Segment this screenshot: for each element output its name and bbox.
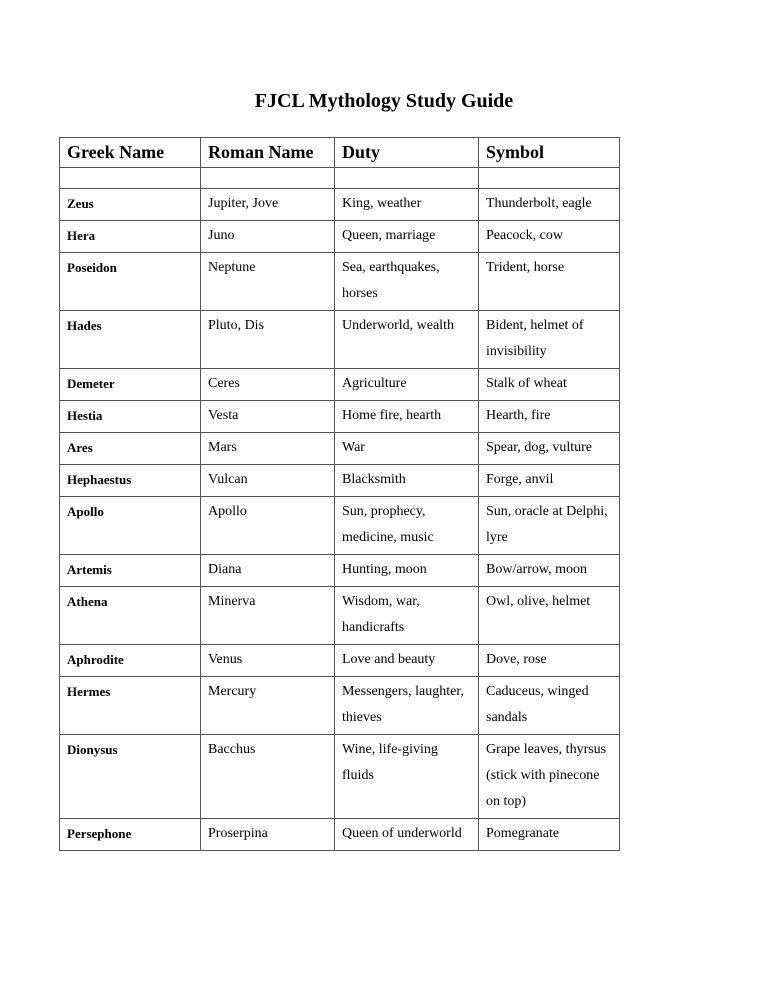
cell-duty: Wine, life-giving fluids [335, 735, 479, 819]
cell-roman: Juno [201, 221, 335, 253]
cell-greek: Apollo [60, 497, 201, 555]
cell-roman: Vulcan [201, 465, 335, 497]
cell-symbol: Trident, horse [479, 253, 620, 311]
cell-greek: Hades [60, 311, 201, 369]
table-row [60, 819, 620, 851]
table-row [60, 221, 620, 253]
empty-cell [479, 168, 620, 189]
cell-symbol: Owl, olive, helmet [479, 587, 620, 645]
cell-duty: King, weather [335, 189, 479, 221]
cell-duty: Underworld, wealth [335, 311, 479, 369]
header-roman-name: Roman Name [201, 138, 335, 168]
empty-cell [60, 168, 201, 189]
cell-symbol: Sun, oracle at Delphi, lyre [479, 497, 620, 555]
cell-greek: Hestia [60, 401, 201, 433]
cell-symbol: Caduceus, winged sandals [479, 677, 620, 735]
table-row [60, 189, 620, 221]
table-row [60, 253, 620, 311]
empty-cell [335, 168, 479, 189]
cell-duty: Wisdom, war, handicrafts [335, 587, 479, 645]
cell-duty: Hunting, moon [335, 555, 479, 587]
empty-row [60, 168, 620, 189]
cell-roman: Diana [201, 555, 335, 587]
table-row [60, 735, 620, 819]
cell-symbol: Hearth, fire [479, 401, 620, 433]
cell-roman: Proserpina [201, 819, 335, 851]
cell-symbol: Stalk of wheat [479, 369, 620, 401]
cell-symbol: Thunderbolt, eagle [479, 189, 620, 221]
cell-symbol: Bident, helmet of invisibility [479, 311, 620, 369]
cell-roman: Venus [201, 645, 335, 677]
cell-duty: Love and beauty [335, 645, 479, 677]
cell-duty: Queen, marriage [335, 221, 479, 253]
header-duty: Duty [335, 138, 479, 168]
table-body [60, 168, 620, 851]
empty-cell [201, 168, 335, 189]
cell-greek: Aphrodite [60, 645, 201, 677]
cell-symbol: Dove, rose [479, 645, 620, 677]
table-row [60, 555, 620, 587]
header-row [60, 138, 620, 168]
cell-symbol: Peacock, cow [479, 221, 620, 253]
cell-symbol: Bow/arrow, moon [479, 555, 620, 587]
cell-greek: Poseidon [60, 253, 201, 311]
cell-greek: Hera [60, 221, 201, 253]
cell-greek: Artemis [60, 555, 201, 587]
cell-duty: Sun, prophecy, medicine, music [335, 497, 479, 555]
cell-roman: Mars [201, 433, 335, 465]
cell-roman: Neptune [201, 253, 335, 311]
cell-duty: Blacksmith [335, 465, 479, 497]
cell-roman: Minerva [201, 587, 335, 645]
cell-roman: Ceres [201, 369, 335, 401]
cell-symbol: Spear, dog, vulture [479, 433, 620, 465]
cell-greek: Hephaestus [60, 465, 201, 497]
cell-duty: Home fire, hearth [335, 401, 479, 433]
cell-duty: Messengers, laughter, thieves [335, 677, 479, 735]
cell-roman: Apollo [201, 497, 335, 555]
cell-greek: Dionysus [60, 735, 201, 819]
table-row [60, 587, 620, 645]
cell-greek: Zeus [60, 189, 201, 221]
table-row [60, 311, 620, 369]
cell-symbol: Pomegranate [479, 819, 620, 851]
cell-roman: Jupiter, Jove [201, 189, 335, 221]
table-row [60, 497, 620, 555]
table-row [60, 645, 620, 677]
cell-roman: Vesta [201, 401, 335, 433]
cell-duty: Queen of underworld [335, 819, 479, 851]
cell-roman: Mercury [201, 677, 335, 735]
header-greek-name: Greek Name [60, 138, 201, 168]
table-row [60, 401, 620, 433]
cell-duty: War [335, 433, 479, 465]
table-header [60, 138, 620, 168]
cell-greek: Ares [60, 433, 201, 465]
mythology-table [59, 137, 620, 851]
cell-roman: Bacchus [201, 735, 335, 819]
table-row [60, 677, 620, 735]
cell-greek: Persephone [60, 819, 201, 851]
header-symbol: Symbol [479, 138, 620, 168]
cell-duty: Sea, earthquakes, horses [335, 253, 479, 311]
cell-greek: Demeter [60, 369, 201, 401]
page-title: FJCL Mythology Study Guide [254, 90, 514, 112]
cell-symbol: Forge, anvil [479, 465, 620, 497]
table-row [60, 465, 620, 497]
cell-roman: Pluto, Dis [201, 311, 335, 369]
table-row [60, 369, 620, 401]
cell-greek: Athena [60, 587, 201, 645]
cell-greek: Hermes [60, 677, 201, 735]
table-row [60, 433, 620, 465]
cell-symbol: Grape leaves, thyrsus (stick with pinecone on top) [479, 735, 620, 819]
cell-duty: Agriculture [335, 369, 479, 401]
